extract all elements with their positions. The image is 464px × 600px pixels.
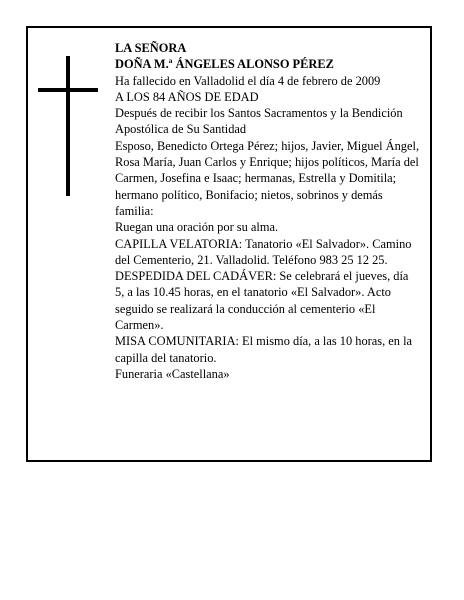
- obituary-notice: [26, 26, 432, 462]
- deceased-name: DOÑA M.ª ÁNGELES ALONSO PÉREZ: [115, 57, 334, 72]
- family-list: Esposo, Benedicto Ortega Pérez; hijos, Javier, Miguel Ángel, Rosa María, Juan Carlos y Enrique; hijos políticos, María del Carmen, Josefina e Isaac; hermanas, Estrella y Domitila; hermano político, Bonifacio; nietos, sobrinos y demás familia:: [115, 138, 420, 218]
- cross-icon: [38, 56, 98, 196]
- funeral-home: Funeraria «Castellana»: [115, 366, 230, 381]
- death-announcement: Ha fallecido en Valladolid el día 4 de febrero de 2009: [115, 73, 381, 88]
- cross-vertical-bar: [66, 56, 70, 196]
- prayer-request: Ruegan una oración por su alma.: [115, 220, 279, 235]
- age-line: A LOS 84 AÑOS DE EDAD: [115, 89, 259, 104]
- sacraments-line: Después de recibir los Santos Sacramentos y la Bendición Apostólica de Su Santidad: [115, 106, 403, 137]
- community-mass: MISA COMUNITARIA: El mismo día, a las 10 horas, en la capilla del tanatorio.: [115, 334, 413, 365]
- notice-title-line-1: LA SEÑORA: [115, 41, 187, 55]
- cross-horizontal-bar: [38, 88, 98, 92]
- notice-text: [115, 40, 420, 382]
- wake-location: CAPILLA VELATORIA: Tanatorio «El Salvador». Camino del Cementerio, 21. Valladolid. Teléfono 983 25 12 25.: [115, 236, 412, 267]
- farewell-details: DESPEDIDA DEL CADÁVER: Se celebrará el jueves, día 5, a las 10.45 horas, en el tanatorio «El Salvador». Acto seguido se realizará la conducción al cementerio «El Carmen».: [115, 269, 409, 333]
